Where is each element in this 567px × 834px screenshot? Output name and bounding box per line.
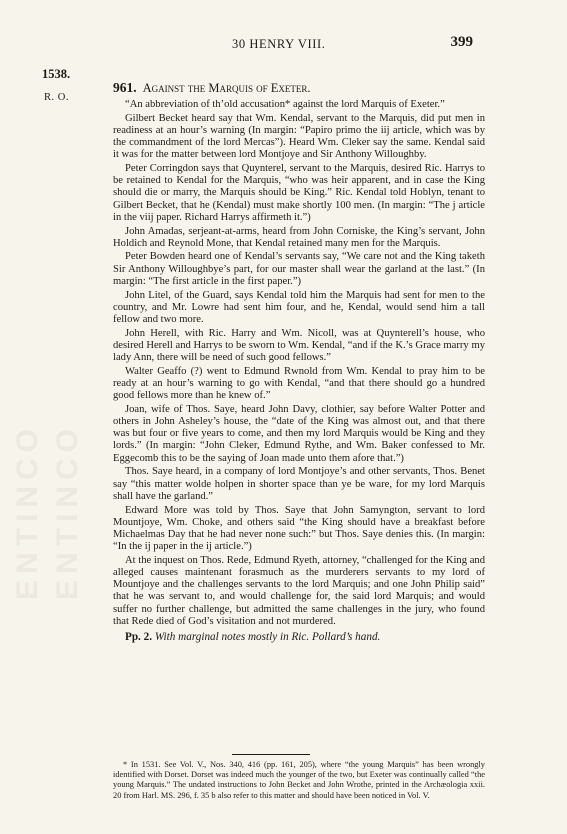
paragraph: John Litel, of the Guard, says Kendal told him the Marquis had sent for men to the country, and Mr. Lowre had sent him four, and he, Kendal, would send him a tall fellow and two more. [113,289,485,325]
margin-source-ref: R. O. [44,92,69,103]
paragraph: Walter Geaffo (?) went to Edmund Rwnold from Wm. Kendal to pray him to be ready at an hour’s warning to go with Kendal, “and that there should go a hundred good fellows more than he knew of.” [113,365,485,402]
entry-961 [113,80,485,643]
paragraph: Joan, wife of Thos. Saye, heard John Davy, clothier, say before Walter Potter and others in John Asheley’s house, the “date of the King was almost out, and that there was but four or five years to come, and then my lord Marquis would be King and they lords.” (In margin: “John Cleker, Edmund Rythe, and Wm. Baker confessed to Mr. Eggecomb this to be the saying of Joan made unto them afore that.”) [113,403,485,464]
pp-label: Pp. 2. [125,631,153,644]
pp-text: With marginal notes mostly in Ric. Pollard’s hand. [154,631,381,644]
footnote: * In 1531. See Vol. V., Nos. 340, 416 (pp. 161, 205), where “the young Marquis” has been wrongly identified with Dorset. Dorset was indeed much the younger of the two, but Exeter was continually called “the young Marquis.” The undated instructions to John Becket and John Wrothe, printed in the Archæologia xxii. 20 from Harl. MS. 296, f. 35 b also refer to this matter and should have been noticed in Vol. V. [113,760,485,800]
entry-number: 961. [113,80,137,95]
margin-year: 1538. [42,67,71,81]
watermark: ENTINCO ENTINCO [11,423,84,600]
paragraph: Edward More was told by Thos. Saye that John Samyngton, servant to lord Mountjoye, Wm. Choke, and others said “the King should have a breakfast before Michaelmas Day that he had never none such:” but Thos. Saye denies this. (In margin: “In the ij paper in the ij article.”) [113,504,485,553]
entry-heading [113,80,485,96]
document-description [113,631,485,643]
paragraph: John Amadas, serjeant-at-arms, heard from John Corniske, the King’s servant, John Holdich and Reynold Mone, that Kendal retained many men for the Marquis. [113,225,485,249]
page-number: 399 [450,34,473,50]
paragraph: At the inquest on Thos. Rede, Edmund Ryeth, attorney, “challenged for the King and alleged causes maintenant forasmuch as the murderers servants to my lord of Mountjoye and the challenges servants to the lord Marquis; and one John Philip said” that he was servant to, and would challenge for, the said lord Marquis; and would suffer no further challenge, but admitted the same challenges in the jury, who found that Rede died of God’s visitation and not murdered. [113,554,485,627]
footnote-rule [232,754,310,755]
paragraph: “An abbreviation of th’old accusation* against the lord Marquis of Exeter.” [125,99,445,110]
paragraph: John Herell, with Ric. Harry and Wm. Nicoll, was at Quynterell’s house, who desired Herell and Harrys to be sworn to Wm. Kendal, “and if the K.’s Grace marry my lady Ann, there will be need of such good fellows.” [113,327,485,364]
paragraph: Gilbert Becket heard say that Wm. Kendal, servant to the Marquis, did put men in readiness at an hour’s warning (In margin: “Papiro primo the iij article, which was by the commandment of the lord Mercas”). Heard Wm. Cleker say the same. Kendal said it was for the matter between lord Montjoye and Sir Anthony Willoughby. [113,112,485,161]
paragraph: Peter Corringdon says that Quynterel, servant to the Marquis, desired Ric. Harrys to be retained to Kendal for the Marquis, “who was heir apparent, and in case the King should die or marry, the Marquis should be King.” Ric. Kendal told Hoblyn, tenant to Gilbert Becket, that he (Kendal) must make shortly 100 men. (In margin: “The j article in the viij paper. Richard Harrys affirmeth it.”) [113,163,485,223]
running-head [0,34,567,54]
paragraph: Thos. Saye heard, in a company of lord Montjoye’s and other servants, Thos. Benet say “this matter wolde holpen in shorter space than ye be ware, for my lord Marquis shall have the garland.” [113,466,485,502]
running-head-title: 30 HENRY VIII. [232,37,326,51]
paragraph: Peter Bowden heard one of Kendal’s servants say, “We care not and the King taketh Sir Anthony Willoughbye’s part, for our master shall wear the garland at the last.” (In margin: “The first article in the first paper.”) [113,251,485,287]
entry-title: Against the Marquis of Exeter. [142,81,311,95]
